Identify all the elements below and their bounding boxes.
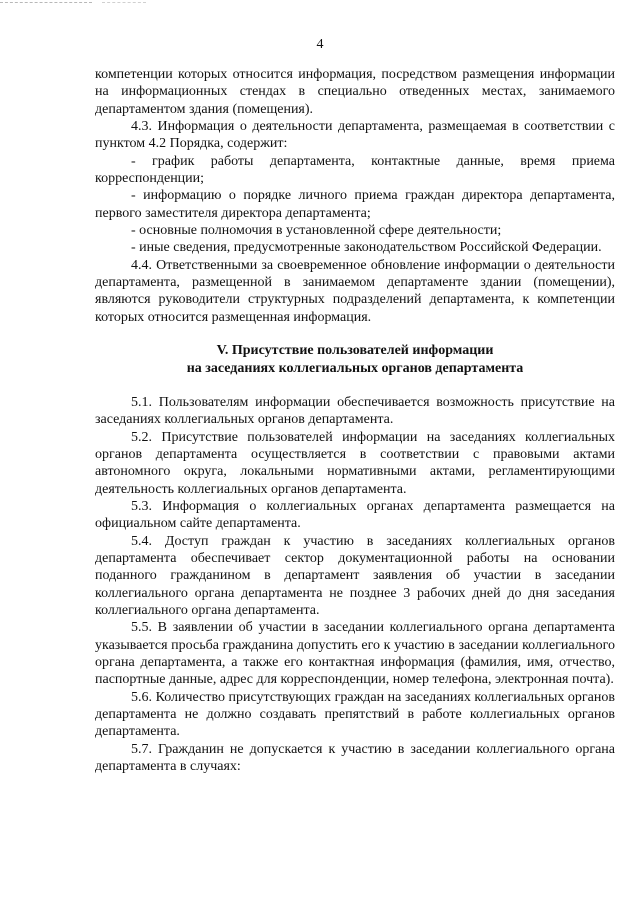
paragraph-5-5: 5.5. В заявлении об участии в заседании коллегиального органа департамента указывается просьба гражданина допустить его к участию в заседании коллегиального органа департамента, а также его контактная информация (фамилия, имя, отчество, паспортные данные, адрес для корреспонденции, номер телефона, электронная почта). [95,620,615,688]
paragraph-continuation: компетенции которых относится информация, посредством размещения информации на информационных стендах в специально отведенных местах, занимаемого департаментом здания (помещения). [95,67,615,117]
paragraph-4-4: 4.4. Ответственными за своевременное обновление информации о деятельности департамента, размещенной в занимаемом департаменте здании (помещении), являются руководители структурных подразделений департамента, к компетенции которых относится размещенная информация. [95,257,615,325]
paragraph-5-7: 5.7. Гражданин не допускается к участию в заседании коллегиального органа департамента в случаях: [95,741,615,775]
list-item: - иные сведения, предусмотренные законодательством Российской Федерации. [131,240,602,256]
list-item: - информацию о порядке личного приема граждан директора департамента, первого заместителя директора департамента; [95,188,615,221]
section-heading [95,342,615,377]
page-number: 4 [316,37,324,52]
scan-artifact-line [102,2,146,6]
list-item: - график работы департамента, контактные данные, время приема корреспонденции; [95,153,615,187]
paragraph-4-3: 4.3. Информация о деятельности департамента, размещаемая в соответствии с пунктом 4.2 Порядка, содержит: [95,119,615,152]
list-item: - основные полномочия в установленной сфере деятельности; [131,223,502,239]
paragraph-5-1: 5.1. Пользователям информации обеспечивается возможность присутствие на заседаниях коллегиальных органов департамента. [95,394,615,428]
section-heading-line: на заседаниях коллегиальных органов департамента [186,360,524,376]
scan-artifact-line [0,2,92,6]
section-heading-line: V. Присутствие пользователей информации [216,343,494,359]
paragraph-5-4: 5.4. Доступ граждан к участию в заседаниях коллегиальных органов департамента обеспечивает сектор документационной работы на основании поданного гражданином в департамент заявления об участии в заседании коллегиального органа департамента не позднее 3 рабочих дней до дня заседания коллегиального органа департамента. [95,533,615,618]
paragraph-5-2: 5.2. Присутствие пользователей информации на заседаниях коллегиальных органов департамента осуществляется в соответствии с правовыми актами автономного округа, локальными нормативными актами, регламентирующими деятельность коллегиальных органов департамента. [95,429,615,497]
document-body [95,66,615,775]
paragraph-5-6: 5.6. Количество присутствующих граждан на заседаниях коллегиальных органов департамента не должно создавать препятствий в работе коллегиальных органов департамента. [95,689,615,740]
paragraph-5-3: 5.3. Информация о коллегиальных органах департамента размещается на официальном сайте департамента. [95,498,615,532]
